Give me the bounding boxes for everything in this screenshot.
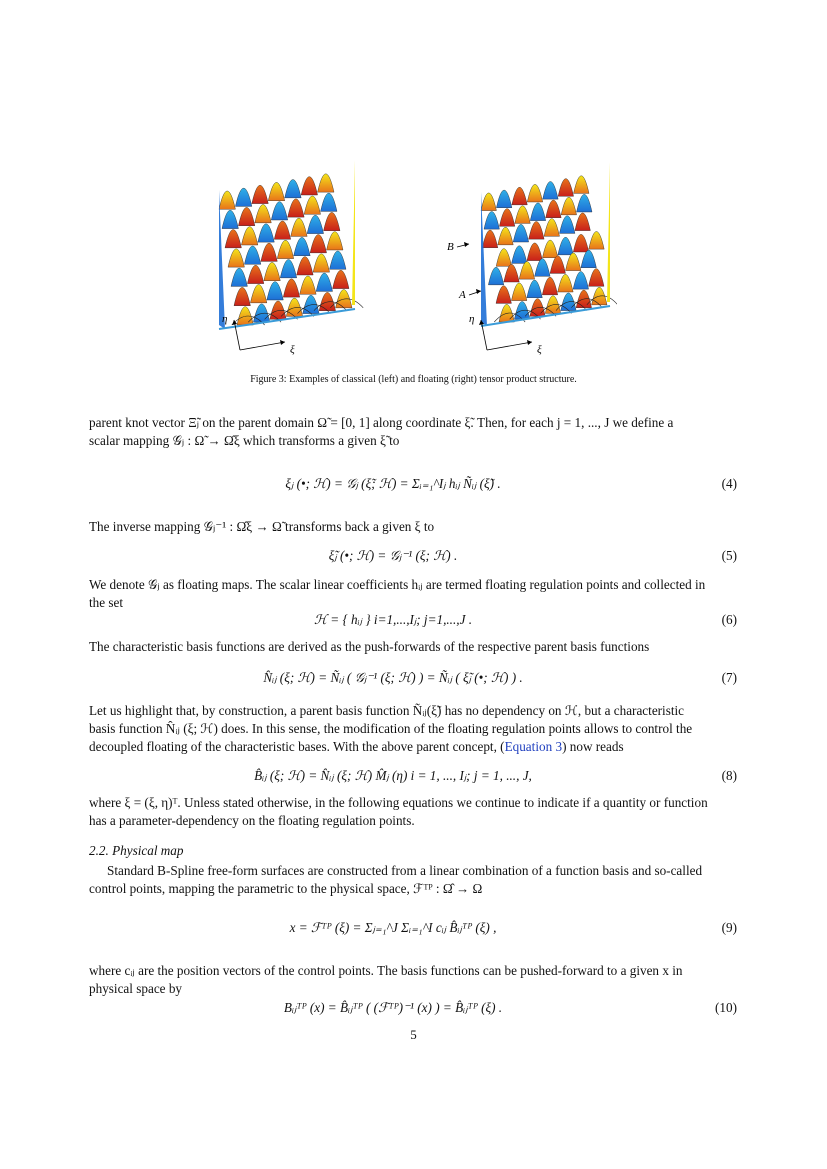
equation-number: (5) (721, 548, 737, 563)
p3-line1: We denote 𝒢ⱼ as floating maps. The scalar linear coefficients hᵢⱼ are termed floating regulation points and collected in (89, 577, 706, 592)
eta-axis-label: η (469, 313, 475, 325)
figure-caption: Figure 3: Examples of classical (left) and floating (right) tensor product structure. (250, 374, 577, 385)
p4-line: The characteristic basis functions are derived as the push-forwards of the respective parent basis functions (89, 639, 650, 654)
p5-line1: Let us highlight that, by construction, a parent basis function Ñᵢⱼ(ξ̃) has no dependency on ℋ, but a characteristic (89, 703, 685, 718)
p7-line1: Standard B-Spline free-form surfaces are constructed from a linear combination of a function basis and so-called (107, 863, 703, 878)
page-number: 5 (410, 1027, 417, 1042)
equation-body: N̂ᵢⱼ (ξ; ℋ) = Ñᵢⱼ ( 𝒢ⱼ⁻¹ (ξ; ℋ) ) = Ñᵢⱼ ( ξ̃ⱼ (•; ℋ) ) . (263, 670, 523, 685)
label-b: B (447, 241, 454, 253)
eta-axis-label: η (222, 313, 228, 325)
equation-body: ℋ = { hᵢⱼ } i=1,...,Iⱼ; j=1,...,J . (313, 612, 473, 627)
p1-line1: parent knot vector Ξ̃ⱼ on the parent domain Ω̃ = [0, 1] along coordinate ξ̃. Then, for each j = 1, ..., J we define a (89, 415, 674, 430)
figure-3 (215, 150, 615, 365)
section-heading: 2.2. Physical map (89, 843, 184, 858)
equation-4 (89, 474, 737, 496)
p2-line: The inverse mapping 𝒢ⱼ⁻¹ : Ω̂ξ → Ω̃ transforms back a given ξ to (89, 519, 435, 534)
surface-lobe (336, 290, 352, 308)
left-panel-plot (215, 150, 365, 365)
classical-surface-graphic (215, 150, 365, 365)
p5-line3-start: decoupled floating of the characteristic bases. With the above parent concept, ( (89, 739, 505, 754)
label-a: A (459, 289, 466, 301)
equation-number: (6) (721, 612, 737, 627)
p1-line2: scalar mapping 𝒢ⱼ : Ω̃ → Ω̂ξ which transforms a given ξ̃ to (89, 433, 400, 448)
p5-line3-end: ) now reads (562, 739, 624, 754)
equation-number: (4) (721, 476, 737, 491)
equation-3-link[interactable]: Equation 3 (504, 739, 563, 754)
paragraph-bspline (89, 862, 737, 898)
equation-8 (89, 766, 737, 788)
p7-line2: control points, mapping the parametric to the physical space, ℱᵀᴾ : Ω̂ → Ω (89, 881, 483, 896)
paragraph-where-xi (89, 794, 737, 830)
paragraph-push-forward (89, 638, 737, 656)
equation-6 (89, 610, 737, 632)
p5-line2: basis function N̂ᵢⱼ (ξ; ℋ) does. In this sense, the modification of the floating regulation points allows to control the (89, 721, 693, 736)
equation-body: B̂ᵢⱼ (ξ; ℋ) = N̂ᵢⱼ (ξ; ℋ) M̂ⱼ (η) i = 1, ..., Iⱼ; j = 1, ..., J, (254, 768, 532, 783)
equation-number: (8) (721, 768, 737, 783)
equation-5 (89, 546, 737, 568)
p5-line3 (89, 738, 737, 756)
equation-body: ξ̃ⱼ (•; ℋ) = 𝒢ⱼ⁻¹ (ξ; ℋ) . (328, 548, 458, 563)
p8-line1: where cᵢⱼ are the position vectors of the control points. The basis functions can be pushed-forward to a given x in (89, 963, 683, 978)
p6-line1: where ξ = (ξ, η)ᵀ. Unless stated otherwise, in the following equations we continue to indicate if a quantity or function (89, 795, 708, 810)
surface-lobe (589, 232, 604, 250)
equation-10 (89, 998, 737, 1020)
paragraph-floating-maps (89, 576, 737, 612)
p6-line2: has a parameter-dependency on the floating regulation points. (89, 813, 415, 828)
paragraph-parent-knot (89, 414, 737, 450)
equation-7 (89, 668, 737, 690)
paragraph-inverse (89, 518, 737, 536)
equation-9 (89, 918, 737, 940)
p8-line2: physical space by (89, 981, 183, 996)
floating-surface-graphic (447, 150, 617, 365)
xi-axis-label: ξ (290, 344, 295, 356)
surface-lobe (589, 269, 604, 287)
p3-line2: the set (89, 595, 124, 610)
xi-axis-label: ξ (537, 344, 542, 356)
equation-number: (7) (721, 670, 737, 685)
right-panel-plot (447, 150, 597, 365)
equation-body: x = ℱᵀᴾ (ξ) = Σⱼ₌₁^J Σᵢ₌₁^I cᵢⱼ B̂ᵢⱼᵀᴾ (ξ) , (289, 920, 497, 935)
equation-number: (9) (721, 920, 737, 935)
paragraph-highlight (89, 702, 737, 756)
equation-body: ξⱼ (•; ℋ) = 𝒢ⱼ (ξ̃; ℋ) = Σᵢ₌₁^Iⱼ hᵢⱼ Ñᵢⱼ (ξ̃) . (285, 476, 501, 491)
paragraph-control-points (89, 962, 737, 998)
surface-lobe (333, 270, 349, 288)
equation-number: (10) (715, 1000, 737, 1015)
equation-body: Bᵢⱼᵀᴾ (x) = B̂ᵢⱼᵀᴾ ( (ℱᵀᴾ)⁻¹ (x) ) = B̂ᵢⱼᵀᴾ (ξ) . (283, 1000, 503, 1015)
